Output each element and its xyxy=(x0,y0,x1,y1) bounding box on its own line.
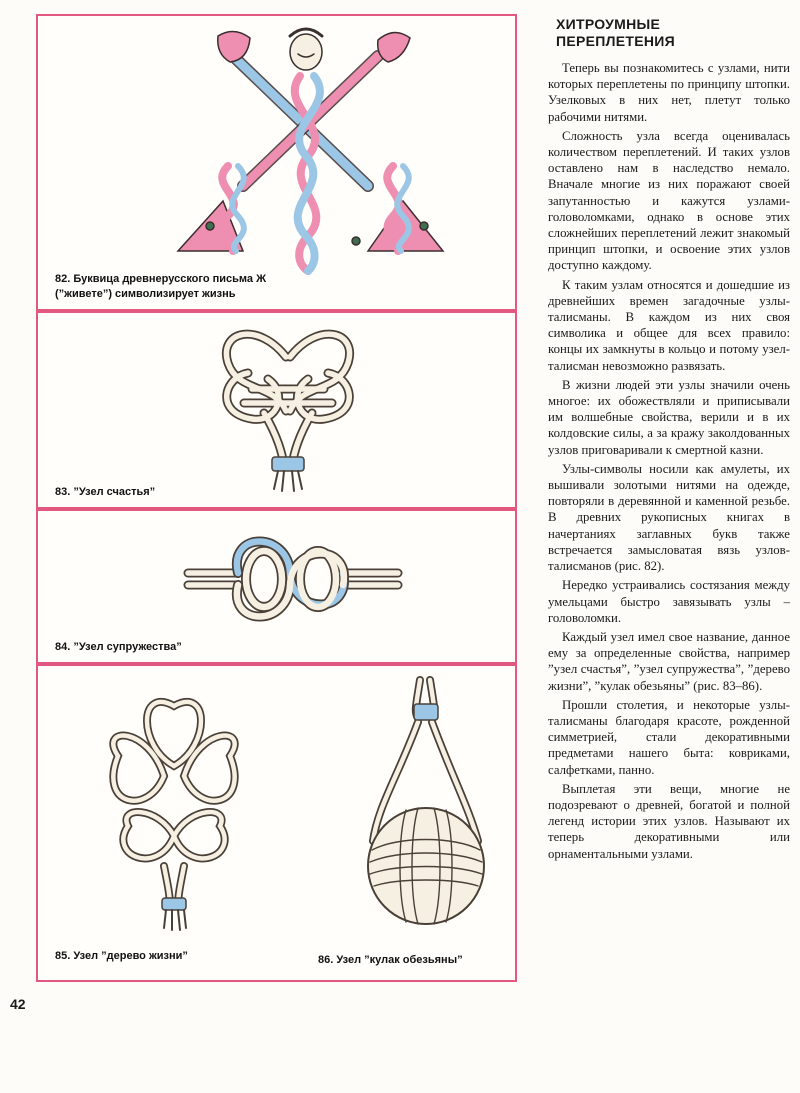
article-paragraph-3: К таким узлам относятся и дошедшие из древнейших времен загадочные узлы-талисманы. В каждом из них своя символика и общее для всех правило: концы их замкнуты в кольцо и потому узел-талисман невозможно развязать. xyxy=(548,277,790,373)
article-title-line1: ХИТРОУМНЫЕ xyxy=(556,16,661,32)
figure-82-illustration xyxy=(38,16,515,309)
article-paragraph-7: Каждый узел имел свое название, данное ему за определенные свойства, например ”узел счастья”, ”узел супружества”, ”дерево жизни”, ”кулак обезьяны” (рис. 83–86). xyxy=(548,629,790,693)
article-paragraph-2: Сложность узла всегда оценивалась количеством переплетений. И таких узлов оставлено нам в наследство немало. Вначале многие из них поражают своей запутанностью и кажутся узлами-головоломками, однако в основе этих сложнейших переплетений лежит знакомый принцип штопки, и освоение этих узлов доступно каждому. xyxy=(548,128,790,273)
figure-85-86-panel xyxy=(36,664,517,982)
figure-83-caption: 83. ”Узел счастья” xyxy=(55,486,156,498)
figure-85-caption: 85. Узел ”дерево жизни” xyxy=(55,950,188,962)
article-paragraph-9: Выплетая эти вещи, многие не подозревают о древней, богатой и полной легенд истории этих узлов. Называют их теперь декоративными или орнаментальными узлами. xyxy=(548,781,790,861)
figure-82-panel xyxy=(36,14,517,311)
figure-82-caption-line2: (”живете”) символизирует жизнь xyxy=(55,288,236,300)
figure-86-caption: 86. Узел ”кулак обезьяны” xyxy=(318,954,463,966)
figure-84-panel xyxy=(36,509,517,664)
figure-83-panel xyxy=(36,311,517,509)
article-paragraph-8: Прошли столетия, и некоторые узлы-талисманы благодаря красоте, рожденной симметрией, стали декоративными предметами нашего быта: ковриками, салфетками, панно. xyxy=(548,697,790,777)
figure-84-caption: 84. ”Узел супружества” xyxy=(55,641,182,653)
article-title xyxy=(556,16,786,50)
article-paragraph-4: В жизни людей эти узлы значили очень многое: их обожествляли и приписывали им волшебные свойства, верили и в их колдовские силы, а за кражу заколдованных узлов приговаривали к смертной казни. xyxy=(548,377,790,457)
article-title-line2: ПЕРЕПЛЕТЕНИЯ xyxy=(556,33,676,49)
article-paragraph-5: Узлы-символы носили как амулеты, их вышивали золотыми нитями на одежде, повторяли в деревянной и каменной резьбе. В древних рукописных книгах в начертаниях заглавных букв также встречается замысловатая вязь узлов-талисманов (рис. 82). xyxy=(548,461,790,574)
figure-82-caption-line1: 82. Буквица древнерусского письма Ж xyxy=(55,273,267,285)
figure-83-illustration xyxy=(38,313,515,507)
figure-86-illustration xyxy=(38,666,515,980)
article-body xyxy=(548,60,790,865)
article-paragraph-6: Нередко устраивались состязания между умельцами быстро завязывать узлы – головоломки. xyxy=(548,578,790,625)
figure-82-caption xyxy=(55,272,266,302)
article-paragraph-1: Теперь вы познакомитесь с узлами, нити которых переплетены по принципу штопки. Узелковых в них нет, плетут только рабочими нитями. xyxy=(548,61,790,124)
page-number: 42 xyxy=(10,996,26,1012)
